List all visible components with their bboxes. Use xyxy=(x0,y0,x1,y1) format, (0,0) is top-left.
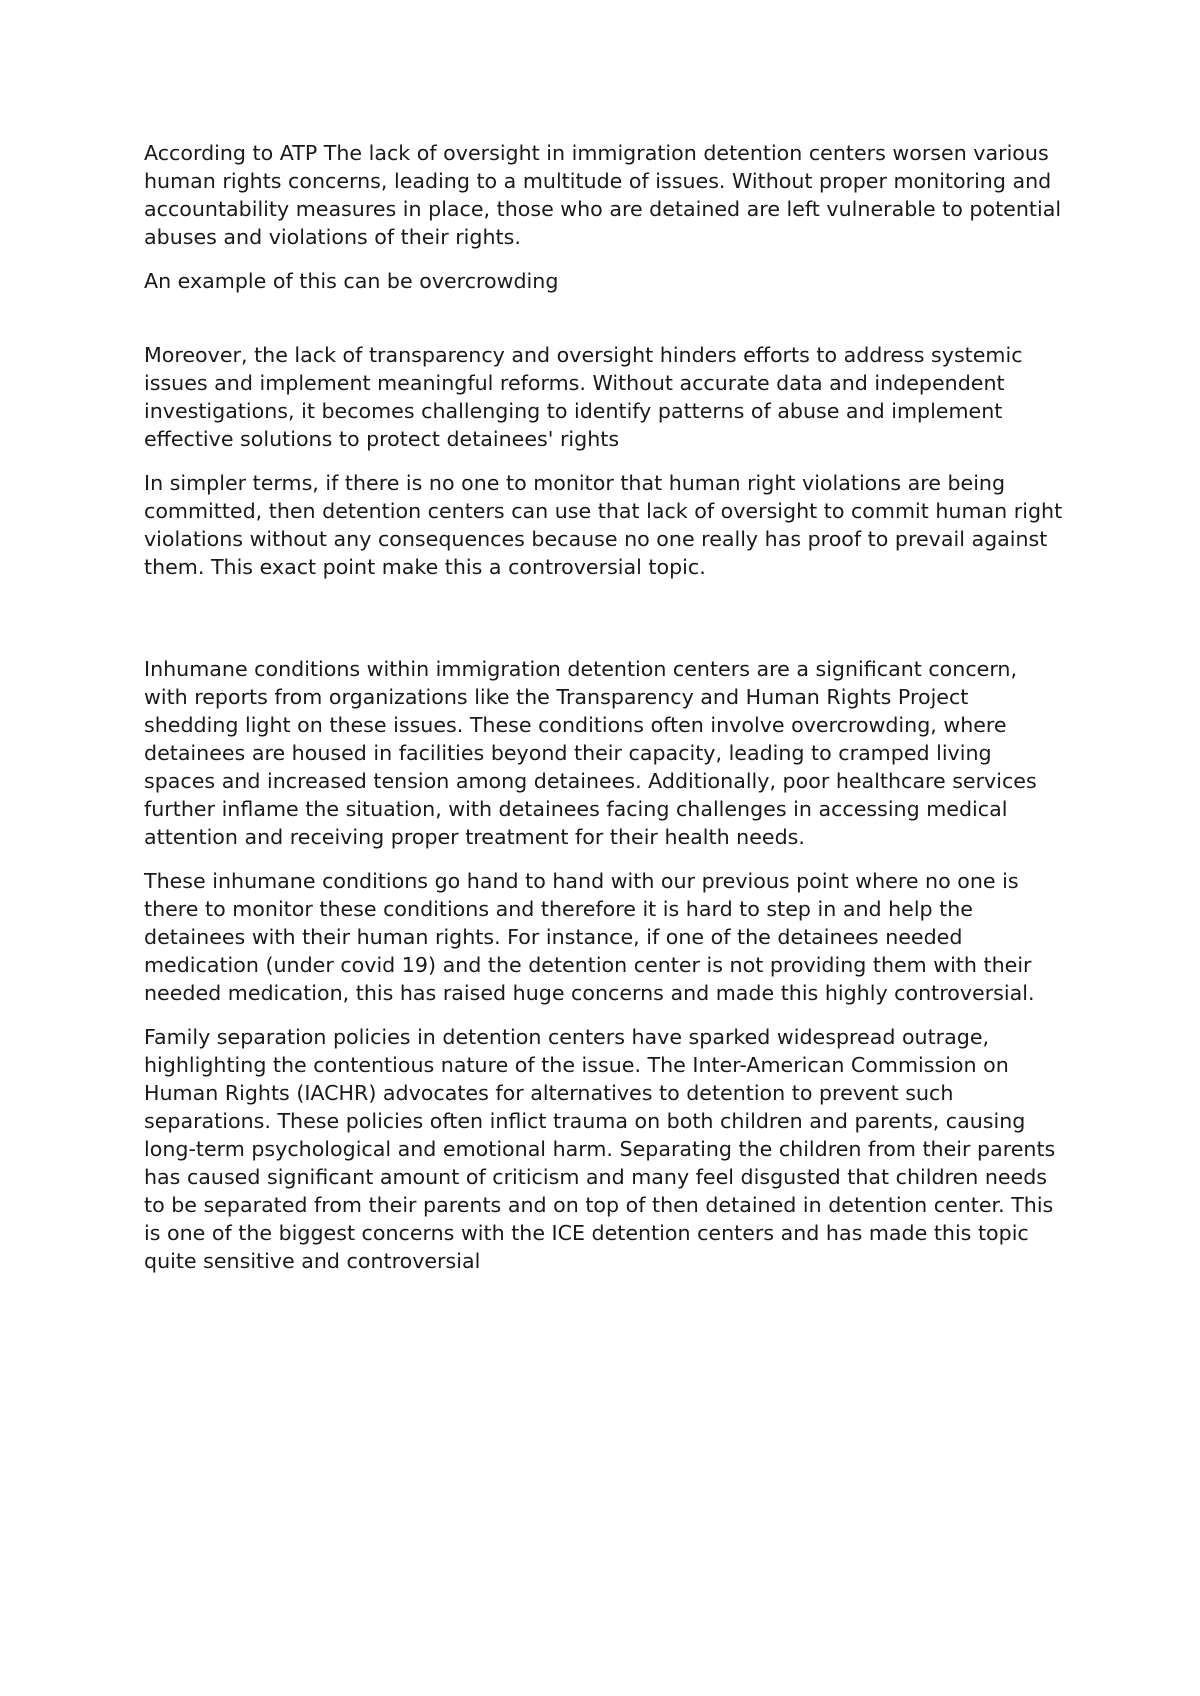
paragraph-overcrowding-example: An example of this can be overcrowding xyxy=(144,269,559,293)
document-body xyxy=(144,139,1064,1291)
paragraph-simpler-terms: In simpler terms, if there is no one to monitor that human right violations are being committed, then detention centers can use that lack of oversight to commit human right violations without any consequences because no one really has proof to prevail against them. This exact point make this a controversial topic. xyxy=(144,471,1063,579)
blank-line xyxy=(144,311,1064,341)
blank-lines xyxy=(144,597,1064,655)
paragraph-family-separation: Family separation policies in detention centers have sparked widespread outrage, highlighting the contentious nature of the issue. The Inter-American Commission on Human Rights (IACHR) advocates for alternatives to detention to prevent such separations. These policies often inflict trauma on both children and parents, causing long-term psychological and emotional harm. Separating the children from their parents has caused significant amount of criticism and many feel disgusted that children needs to be separated from their parents and on top of then detained in detention center. This is one of the biggest concerns with the ICE detention centers and has made this topic quite sensitive and controversial xyxy=(144,1025,1056,1273)
paragraph-inhumane-conditions: Inhumane conditions within immigration detention centers are a significant concern, with reports from organizations like the Transparency and Human Rights Project shedding light on these issues. These conditions often involve overcrowding, where detainees are housed in facilities beyond their capacity, leading to cramped living spaces and increased tension among detainees. Additionally, poor healthcare services further inflame the situation, with detainees facing challenges in accessing medical attention and receiving proper treatment for their health needs. xyxy=(144,657,1037,849)
paragraph-oversight: According to ATP The lack of oversight in immigration detention centers worsen various human rights concerns, leading to a multitude of issues. Without proper monitoring and accountability measures in place, those who are detained are left vulnerable to potential abuses and violations of their rights. xyxy=(144,141,1062,249)
paragraph-transparency: Moreover, the lack of transparency and oversight hinders efforts to address systemic issues and implement meaningful reforms. Without accurate data and independent investigations, it becomes challenging to identify patterns of abuse and implement effective solutions to protect detainees' rights xyxy=(144,343,1023,451)
paragraph-previous-point: These inhumane conditions go hand to hand with our previous point where no one is there to monitor these conditions and therefore it is hard to step in and help the detainees with their human rights. For instance, if one of the detainees needed medication (under covid 19) and the detention center is not providing them with their needed medication, this has raised huge concerns and made this highly controversial. xyxy=(144,869,1035,1005)
